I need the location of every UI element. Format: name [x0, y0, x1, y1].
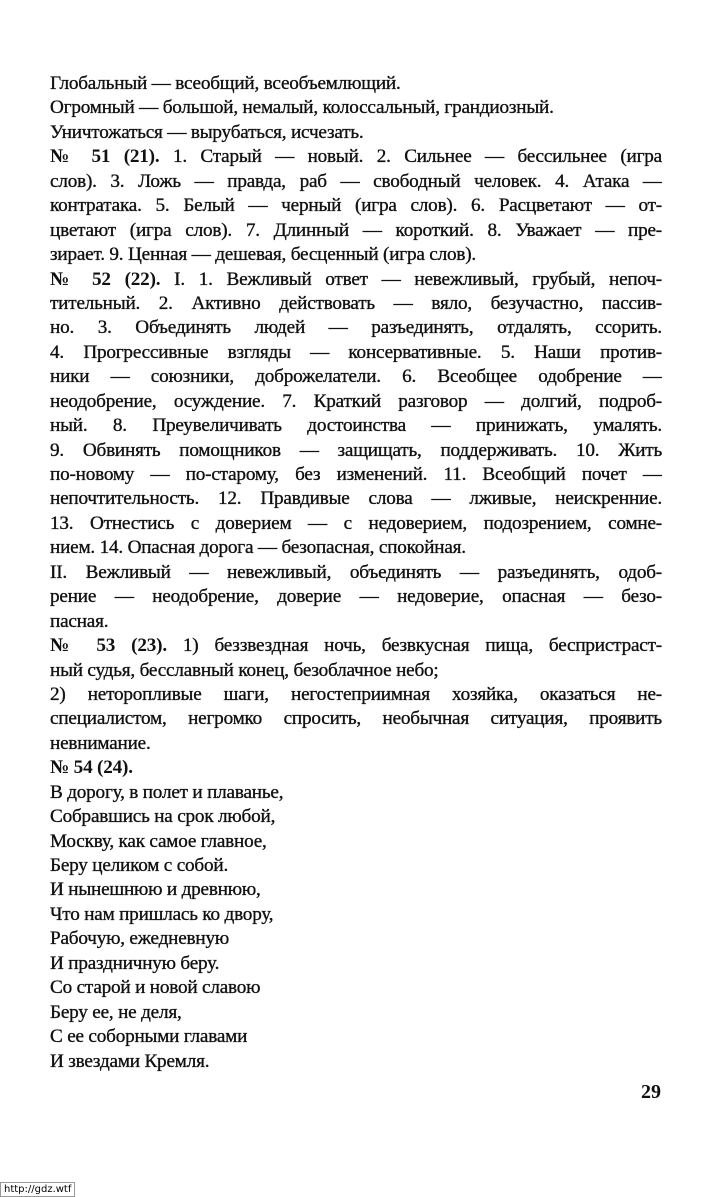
text-line — [50, 170, 662, 194]
line-text: Москву, как самое главное, — [50, 830, 267, 852]
text-line — [50, 903, 662, 927]
page-number: 29 — [641, 1081, 661, 1103]
line-text: цветают (игра слов). 7. Длинный — короткий. 8. Уважает — пре- — [50, 219, 662, 241]
line-text: ный судья, бесславный конец, безоблачное небо; — [50, 659, 439, 681]
line-text: непочтительность. 12. Правдивые слова — лживые, неискренние. — [50, 488, 662, 510]
line-text: С ее соборными главами — [50, 1026, 248, 1048]
line-text: И звездами Кремля. — [50, 1050, 210, 1072]
line-text: Что нам пришлась ко двору, — [50, 903, 274, 925]
text-line — [50, 805, 662, 829]
text-line — [50, 659, 662, 683]
line-text: 1) беззвездная ночь, безвкусная пища, беспристраст- — [166, 635, 662, 657]
text-line — [50, 854, 662, 878]
text-line — [50, 219, 662, 243]
line-text: 9. Обвинять помощников — защищать, поддерживать. 10. Жить — [50, 439, 662, 461]
line-text: неодобрение, осуждение. 7. Краткий разговор — долгий, подроб- — [50, 390, 662, 412]
text-line — [50, 634, 662, 658]
text-line — [50, 976, 662, 1000]
text-line — [50, 365, 662, 389]
line-text: но. 3. Объединять людей — разъединять, отдалять, ссорить. — [50, 317, 662, 339]
text-line — [50, 194, 662, 218]
text-line — [50, 145, 662, 169]
line-text: Рабочую, ежедневную — [50, 928, 230, 950]
footer-link[interactable]: http://gdz.wtf — [0, 1182, 75, 1197]
text-line — [50, 1025, 662, 1049]
exercise-number: № 53 (23). — [50, 635, 167, 657]
line-text: 1. Старый — новый. 2. Сильнее — бессильнее (игра — [159, 146, 662, 168]
text-line — [50, 732, 662, 756]
line-text: зирает. 9. Ценная — дешевая, бесценный (игра слов). — [50, 244, 477, 266]
line-text: ный. 8. Преувеличивать достоинства — принижать, умалять. — [50, 415, 662, 437]
exercise-number: № 54 (24). — [50, 757, 133, 779]
line-text: по-новому — по-старому, без изменений. 11. Всеобщий почет — — [50, 464, 662, 485]
line-text: Огромный — большой, немалый, колоссальный, грандиозный. — [50, 97, 554, 119]
text-line — [50, 121, 662, 145]
line-text: тительный. 2. Активно действовать — вяло, безучастно, пассив- — [50, 292, 662, 314]
text-line — [50, 610, 662, 634]
page-text — [50, 72, 662, 1074]
line-text: невнимание. — [50, 732, 151, 754]
text-line — [50, 268, 662, 292]
line-text: Собравшись на срок любой, — [50, 806, 276, 828]
text-line — [50, 463, 662, 487]
line-text: И праздничную беру. — [50, 952, 220, 974]
line-text: контратака. 5. Белый — черный (игра слов). 6. Расцветают — от- — [50, 195, 662, 217]
text-line — [50, 72, 662, 96]
exercise-number: № 52 (22). — [50, 268, 161, 290]
line-text: ники — союзники, доброжелатели. 6. Всеобщее одобрение — — [50, 366, 662, 388]
text-line — [50, 292, 662, 316]
text-line — [50, 830, 662, 854]
line-text: Уничтожаться — вырубаться, исчезать. — [50, 121, 364, 143]
line-text: В дорогу, в полет и плаванье, — [50, 781, 284, 803]
line-text: рение — неодобрение, доверие — недоверие, опасная — безо- — [50, 586, 662, 608]
line-text: специалистом, негромко спросить, необычная ситуация, проявить — [50, 708, 662, 730]
text-line — [50, 781, 662, 805]
text-line — [50, 390, 662, 414]
line-text: пасная. — [50, 610, 109, 632]
text-line — [50, 927, 662, 951]
text-line — [50, 512, 662, 536]
line-text: Со старой и новой славою — [50, 977, 261, 999]
text-line — [50, 439, 662, 463]
text-line — [50, 707, 662, 731]
text-line — [50, 1050, 662, 1074]
text-line — [50, 536, 662, 560]
text-line — [50, 1001, 662, 1025]
text-line — [50, 878, 662, 902]
text-line — [50, 683, 662, 707]
line-text: 4. Прогрессивные взгляды — консервативные. 5. Наши против- — [50, 341, 662, 363]
text-line — [50, 487, 662, 511]
exercise-number: № 51 (21). — [50, 146, 160, 168]
line-text: II. Вежливый — невежливый, объединять — разъединять, одоб- — [50, 561, 662, 583]
line-text: нием. 14. Опасная дорога — безопасная, спокойная. — [50, 537, 466, 559]
text-line — [50, 96, 662, 120]
line-text: 13. Отнестись с доверием — с недоверием, подозрением, сомне- — [50, 512, 662, 534]
text-line — [50, 756, 662, 780]
text-line — [50, 561, 662, 585]
line-text: Беру ее, не деля, — [50, 1001, 182, 1023]
line-text: слов). 3. Ложь — правда, раб — свободный человек. 4. Атака — — [50, 170, 662, 192]
text-line — [50, 952, 662, 976]
line-text: И нынешнюю и древнюю, — [50, 879, 261, 901]
text-line — [50, 414, 662, 438]
text-line — [50, 585, 662, 609]
line-text: Беру целиком с собой. — [50, 855, 229, 876]
text-line — [50, 316, 662, 340]
line-text: I. 1. Вежливый ответ — невежливый, грубый, непоч- — [160, 268, 662, 290]
text-line — [50, 243, 662, 267]
text-line — [50, 341, 662, 365]
line-text: 2) неторопливые шаги, негостеприимная хозяйка, оказаться не- — [50, 683, 662, 705]
line-text: Глобальный — всеобщий, всеобъемлющий. — [50, 73, 401, 94]
